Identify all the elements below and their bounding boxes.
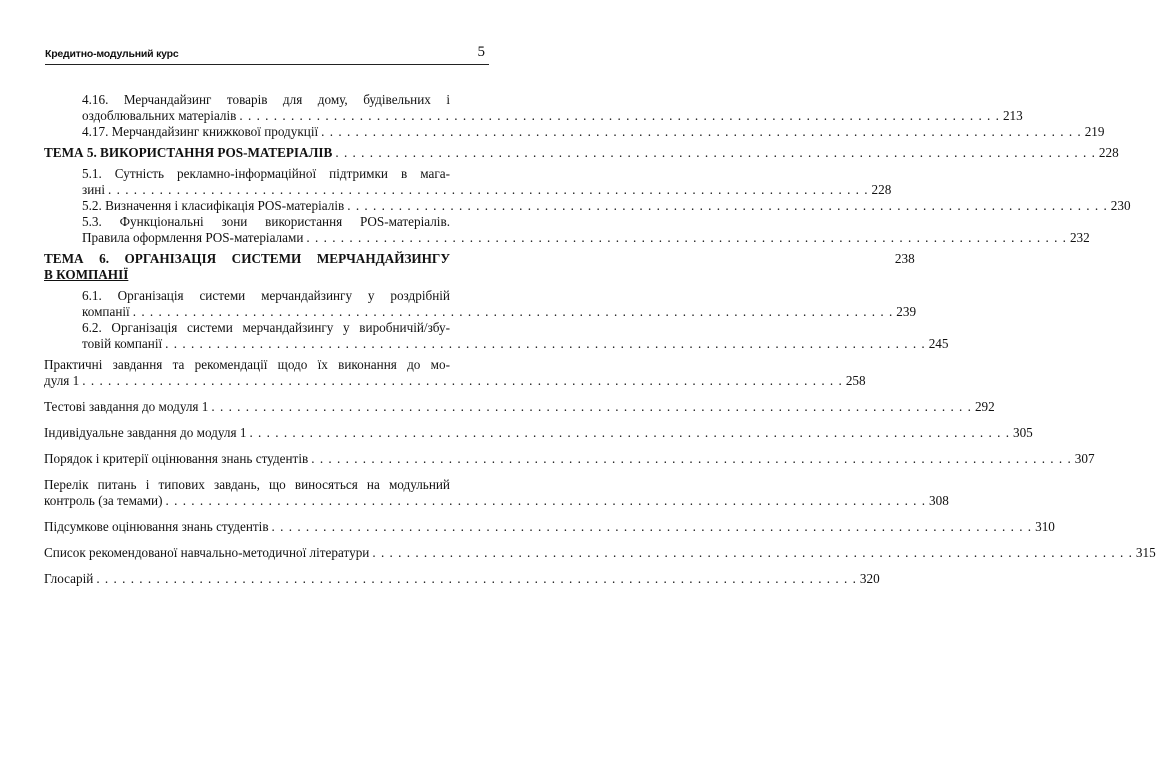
toc-entry-bibliography[interactable] <box>44 545 1156 561</box>
toc-entry-line: 6.1. Організація системи мерчандайзингу у роздрібній <box>82 288 450 303</box>
toc-entry-line: оздоблювальних матеріалів <box>82 108 237 123</box>
page-number: 5 <box>477 44 485 60</box>
dot-leader <box>249 425 1010 441</box>
toc-entry-practical-tasks[interactable] <box>44 357 866 389</box>
toc-entry-line: Порядок і критерії оцінювання знань студентів <box>44 451 309 466</box>
toc-page-number: 258 <box>845 373 866 388</box>
toc-page-number: 320 <box>859 571 880 586</box>
toc-page-number: 308 <box>929 493 949 508</box>
dot-leader <box>272 519 1033 535</box>
toc-entry-line: 5.2. Визначення і класифікація POS-матеріалів <box>82 198 345 213</box>
toc-entry-line: 5.3. Функціональні зони використання POS-матеріалів. <box>82 214 450 229</box>
toc-chapter-6[interactable] <box>44 251 915 283</box>
toc-page-number: 213 <box>1002 108 1023 123</box>
dot-leader <box>133 304 894 320</box>
page-header <box>45 44 489 66</box>
toc-chapter-title: ТЕМА 6. ОРГАНІЗАЦІЯ СИСТЕМИ МЕРЧАНДАЙЗИНГУ <box>44 251 450 266</box>
toc-entry-line: Перелік питань і типових завдань, що виносяться на модульний <box>44 477 450 492</box>
toc-page-number: 305 <box>1012 425 1033 440</box>
dot-leader <box>306 230 1067 246</box>
toc-page-number: 232 <box>1069 230 1090 245</box>
dot-leader <box>96 571 857 587</box>
toc-entry-6-1[interactable] <box>44 288 917 320</box>
toc-entry-line: Список рекомендованої навчально-методичної літератури <box>44 545 370 560</box>
dot-leader <box>335 145 1096 161</box>
toc-entry-line: 4.17. Мерчандайзинг книжкової продукції <box>82 124 319 139</box>
dot-leader <box>311 451 1072 467</box>
toc-entry-5-2[interactable] <box>44 198 1131 214</box>
toc-entry-line: Правила оформлення POS-матеріалами <box>82 230 304 245</box>
toc-entry-line: компанії <box>82 304 130 319</box>
running-header-title: Кредитно-модульний курс <box>45 48 179 60</box>
toc-entry-line: Глосарій <box>44 571 94 586</box>
dot-leader <box>108 182 869 198</box>
toc-page-number: 228 <box>871 182 892 197</box>
toc-entry-line: 4.16. Мерчандайзинг товарів для дому, будівельних і <box>82 92 450 107</box>
toc-page-number: 219 <box>1084 124 1105 139</box>
dot-leader <box>165 336 926 352</box>
toc-entry-4-17[interactable] <box>44 124 1105 140</box>
toc-entry-glossary[interactable] <box>44 571 880 587</box>
toc-entry-6-2[interactable] <box>44 320 949 352</box>
toc-entry-tests[interactable] <box>44 399 995 415</box>
table-of-contents <box>44 92 1156 592</box>
dot-leader <box>211 399 972 415</box>
toc-chapter-5[interactable] <box>44 145 1119 161</box>
toc-entry-5-3[interactable] <box>44 214 1090 246</box>
toc-entry-final-assessment[interactable] <box>44 519 1055 535</box>
toc-entry-line: Індивідуальне завдання до модуля 1 <box>44 425 247 440</box>
toc-entry-module-questions[interactable] <box>44 477 949 509</box>
toc-entry-line: товій компанії <box>82 336 163 351</box>
toc-entry-line: зині <box>82 182 105 197</box>
dot-leader <box>166 493 927 509</box>
toc-page-number: 228 <box>1098 145 1119 160</box>
toc-page-number: 310 <box>1035 519 1055 534</box>
dot-leader <box>321 124 1082 140</box>
dot-leader <box>372 545 1133 561</box>
toc-entry-line: Практичні завдання та рекомендації щодо їх виконання до мо- <box>44 357 450 372</box>
toc-entry-4-16[interactable] <box>44 92 1023 124</box>
toc-entry-assessment-criteria[interactable] <box>44 451 1095 467</box>
toc-entry-line: 6.2. Організація системи мерчандайзингу у виробничій/збу- <box>82 320 450 335</box>
toc-page-number: 245 <box>928 336 949 351</box>
toc-entry-5-1[interactable] <box>44 166 892 198</box>
toc-page-number: 230 <box>1110 198 1131 213</box>
toc-entry-line: 5.1. Сутність рекламно-інформаційної підтримки в мага- <box>82 166 450 181</box>
dot-leader <box>347 198 1108 214</box>
toc-page-number: 238 <box>894 251 915 266</box>
toc-chapter-title: ТЕМА 5. ВИКОРИСТАННЯ POS-МАТЕРІАЛІВ <box>44 145 333 160</box>
toc-entry-line: дуля 1 <box>44 373 80 388</box>
header-rule <box>45 64 489 65</box>
toc-entry-line: Підсумкове оцінювання знань студентів <box>44 519 269 534</box>
toc-page-number: 239 <box>896 304 917 319</box>
toc-entry-line: контроль (за темами) <box>44 493 163 508</box>
toc-page-number: 292 <box>974 399 995 414</box>
toc-page-number: 307 <box>1074 451 1095 466</box>
toc-entry-line: Тестові завдання до модуля 1 <box>44 399 209 414</box>
dot-leader <box>239 108 1000 124</box>
toc-page-number: 315 <box>1135 545 1156 560</box>
toc-chapter-title: В КОМПАНІЇ <box>44 267 129 282</box>
toc-entry-individual-task[interactable] <box>44 425 1033 441</box>
dot-leader <box>82 373 843 389</box>
